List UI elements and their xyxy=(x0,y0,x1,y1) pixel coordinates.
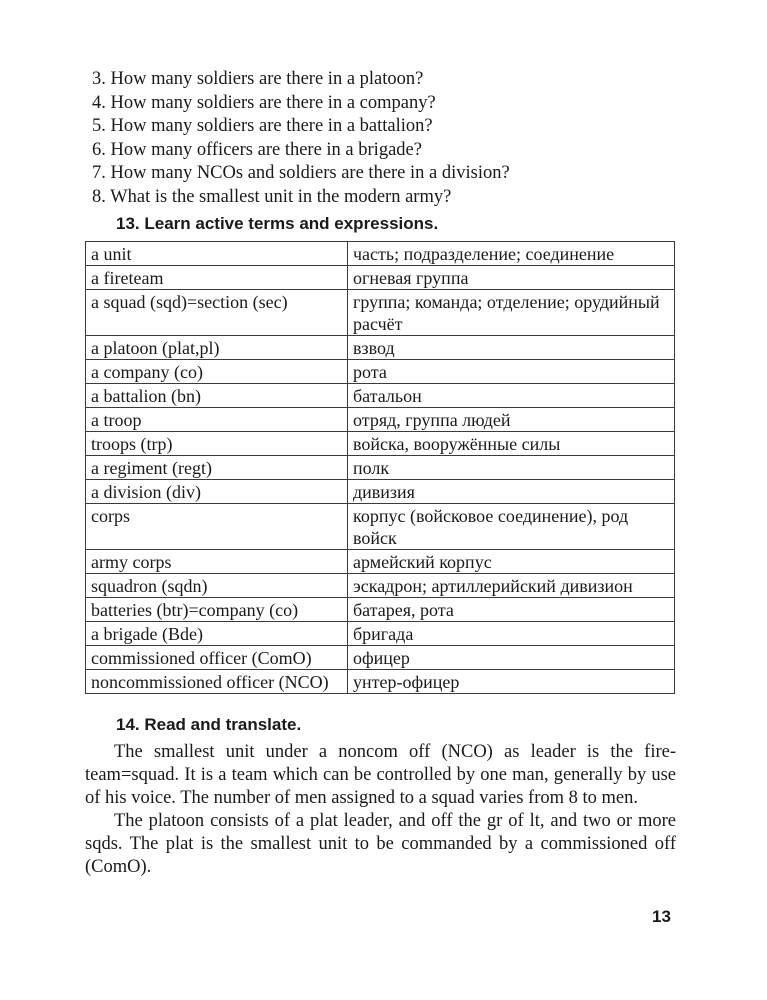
term-cell: a battalion (bn) xyxy=(86,384,348,408)
table-row xyxy=(86,480,675,504)
paragraph: The smallest unit under a noncom off (NCO) as leader is the fire-team=squad. It is a team which can be controlled by one man, generally by use of his voice. The number of men assigned to a squad varies from 8 to men. xyxy=(85,742,676,808)
term-cell: a fireteam xyxy=(86,266,348,290)
term-cell: commissioned officer (ComO) xyxy=(86,646,348,670)
term-cell: a squad (sqd)=section (sec) xyxy=(86,290,348,336)
table-row xyxy=(86,290,675,336)
term-cell: a unit xyxy=(86,242,348,266)
translation-cell: батальон xyxy=(348,384,675,408)
translation-cell: часть; подразделение; соединение xyxy=(348,242,675,266)
translation-cell: отряд, группа людей xyxy=(348,408,675,432)
translation-cell: полк xyxy=(348,456,675,480)
section-14-heading: 14. Read and translate. xyxy=(116,715,302,734)
table-row xyxy=(86,646,675,670)
question-item: 8. What is the smallest unit in the modern army? xyxy=(92,186,452,207)
translation-cell: эскадрон; артиллерийский дивизион xyxy=(348,574,675,598)
term-cell: a division (div) xyxy=(86,480,348,504)
question-list xyxy=(92,68,692,209)
term-cell: a platoon (plat,pl) xyxy=(86,336,348,360)
translation-cell: армейский корпус xyxy=(348,550,675,574)
term-cell: squadron (sqdn) xyxy=(86,574,348,598)
question-item: 7. How many NCOs and soldiers are there in a division? xyxy=(92,163,510,183)
table-row xyxy=(86,432,675,456)
table-row xyxy=(86,336,675,360)
term-cell: a regiment (regt) xyxy=(86,456,348,480)
table-row xyxy=(86,266,675,290)
table-row xyxy=(86,622,675,646)
table-row xyxy=(86,574,675,598)
table-row xyxy=(86,360,675,384)
reading-text xyxy=(85,741,676,879)
term-cell: a company (co) xyxy=(86,360,348,384)
page-number: 13 xyxy=(652,907,671,926)
term-cell: a troop xyxy=(86,408,348,432)
table-row xyxy=(86,550,675,574)
table-row xyxy=(86,598,675,622)
question-item: 5. How many soldiers are there in a battalion? xyxy=(92,116,433,136)
table-row xyxy=(86,408,675,432)
term-cell: noncommissioned officer (NCO) xyxy=(86,670,348,694)
term-cell: batteries (btr)=company (co) xyxy=(86,598,348,622)
section-13-heading: 13. Learn active terms and expressions. xyxy=(116,214,439,233)
translation-cell: батарея, рота xyxy=(348,598,675,622)
table-row xyxy=(86,456,675,480)
translation-cell: унтер-офицер xyxy=(348,670,675,694)
term-cell: a brigade (Bde) xyxy=(86,622,348,646)
translation-cell: рота xyxy=(348,360,675,384)
translation-cell: огневая группа xyxy=(348,266,675,290)
translation-cell: бригада xyxy=(348,622,675,646)
table-row xyxy=(86,384,675,408)
translation-cell: дивизия xyxy=(348,480,675,504)
term-cell: troops (trp) xyxy=(86,432,348,456)
translation-cell: офицер xyxy=(348,646,675,670)
term-cell: army corps xyxy=(86,550,348,574)
translation-cell: корпус (войсковое соединение), род войск xyxy=(348,504,675,550)
question-item: 3. How many soldiers are there in a platoon? xyxy=(92,69,424,89)
question-item: 4. How many soldiers are there in a company? xyxy=(92,92,436,113)
table-row xyxy=(86,242,675,266)
translation-cell: взвод xyxy=(348,336,675,360)
terms-table xyxy=(85,241,675,694)
term-cell: corps xyxy=(86,504,348,550)
table-row xyxy=(86,504,675,550)
paragraph: The platoon consists of a plat leader, and off the gr of lt, and two or more sqds. The plat is the smallest unit to be commanded by a commissioned off (ComO). xyxy=(85,811,676,877)
question-item: 6. How many officers are there in a brigade? xyxy=(92,139,422,160)
translation-cell: группа; команда; отделение; орудийный расчёт xyxy=(348,290,675,336)
table-row xyxy=(86,670,675,694)
translation-cell: войска, вооружённые силы xyxy=(348,432,675,456)
